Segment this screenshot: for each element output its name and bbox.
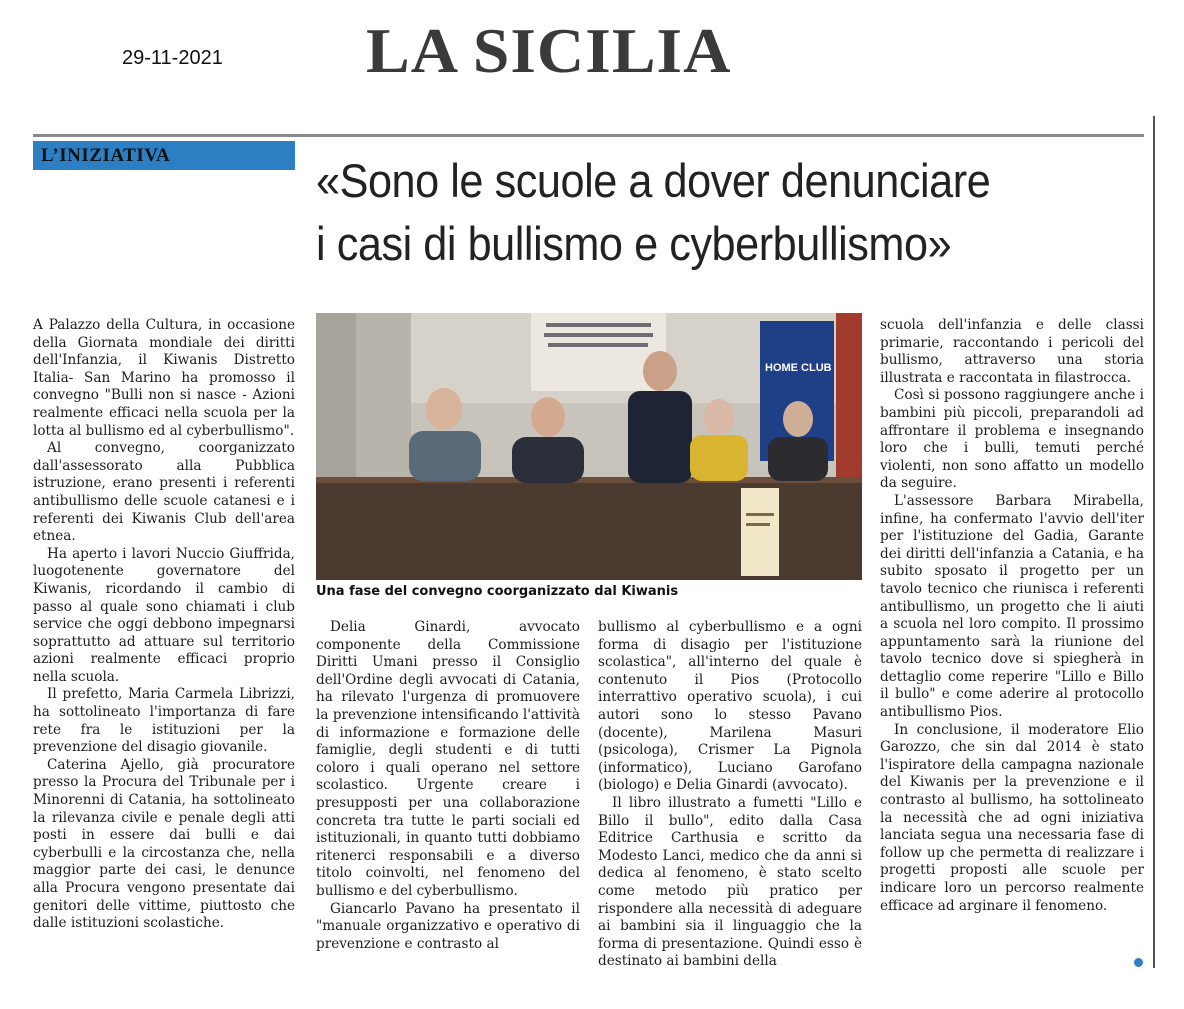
article-column-2 [316, 619, 580, 953]
end-of-article-icon [1134, 958, 1143, 967]
paragraph: In conclusione, il moderatore Elio Garozzo, che sin dal 2014 è stato l'ispiratore della campagna nazionale del Kiwanis per la prevenzione e il contrasto al bullismo, ha sottolineato la necessità che ad ogni iniziativa lanciata segua una necessaria fase di follow up che permetta di realizzare i progetti proposti alle scuole per indicare loro un percorso realmente efficace ad arginare il fenomeno. [880, 721, 1144, 914]
section-label: L’INIZIATIVA [33, 141, 295, 170]
publication-date: 29-11-2021 [122, 47, 223, 69]
paragraph: A Palazzo della Cultura, in occasione della Giornata mondiale dei diritti dell'Infanzia, il Kiwanis Distretto Italia- San Marino ha promosso il convegno "Bulli non si nasce - Azioni realmente efficaci nella scuola per la lotta al bullismo ed al cyberbullismo". [33, 317, 295, 439]
article-column-4 [880, 317, 1144, 915]
right-column-rule [1153, 116, 1155, 968]
masthead-logo: LA SICILIA [366, 16, 732, 86]
article-headline [316, 150, 1089, 275]
paragraph: Delia Ginardi, avvocato componente della Commissione Diritti Umani presso il Consiglio dell'Ordine degli avvocati di Catania, ha rilevato l'urgenza di promuovere la prevenzione intensificando l'attività di informazione e formazione delle famiglie, degli studenti e di tutti coloro i quali operano nel settore scolastico. Urgente creare i presupposti per una collaborazione concreta tra tutte le parti sociali ed istituzionali, in quanto tutti dobbiamo ritenerci responsabili e a diverso titolo coinvolti, nel fenomeno del bullismo e del cyberbullismo. [316, 619, 580, 899]
paragraph: Giancarlo Pavano ha presentato il "manuale organizzativo e operativo di prevenzione e contrasto al [316, 900, 580, 952]
article-column-1 [33, 317, 295, 933]
conference-photo [316, 313, 862, 580]
top-rule [33, 134, 1144, 137]
headline-line-1: «Sono le scuole a dover denunciare [316, 154, 991, 207]
paragraph: L'assessore Barbara Mirabella, infine, ha confermato l'avvio dell'iter per l'istituzione del Gadia, Garante dei diritti dell'infanzia a Catania, e ha subito sposato il progetto per un tavolo tecnico che riunisca i referenti antibullismo, un progetto che li aiuti a scuola nel loro compito. Il prossimo appuntamento sarà la riunione del tavolo tecnico dove si spiegherà in dettaglio come reperire "Lillo e Billo il bullo" e come aderire al protocollo antibullismo Pios. [880, 492, 1144, 721]
paragraph: scuola dell'infanzia e delle classi primarie, raccontando i pericoli del bullismo, attraverso una storia illustrata e raccontata in filastrocca. [880, 317, 1144, 386]
paragraph: Il prefetto, Maria Carmela Librizzi, ha sottolineato l'importanza di fare rete fra le istituzioni per la prevenzione del disagio giovanile. [33, 686, 295, 756]
banner-text: HOME CLUB [765, 362, 832, 374]
paragraph: Ha aperto i lavori Nuccio Giuffrida, luogotenente governatore del Kiwanis, ricordando il cambio di passo al quale sono chiamati i club service che oggi debbono impegnarsi soprattutto ad attuare sul territorio azioni realmente efficaci proprio nella scuola. [33, 545, 295, 685]
headline-line-2: i casi di bullismo e cyberbullismo» [316, 216, 952, 270]
article-column-3 [598, 619, 862, 971]
paragraph: Al convegno, coorganizzato dall'assessorato alla Pubblica istruzione, erano presenti i referenti antibullismo delle scuole catanesi e i referenti dei Kiwanis Club dell'area etnea. [33, 440, 295, 545]
paragraph: Il libro illustrato a fumetti "Lillo e Billo il bullo", edito dalla Casa Editrice Carthusia e scritto da Modesto Lanci, medico che da anni si dedica al fenomeno, è stato scelto come metodo più pratico per rispondere alla necessità di adeguare ai bambini sia il linguaggio che la forma di presentazione. Quindi esso è destinato ai bambini della [598, 794, 862, 970]
photo-caption: Una fase del convegno coorganizzato dal Kiwanis [316, 584, 679, 599]
paragraph: Così si possono raggiungere anche i bambini più piccoli, preparandoli ad affrontare il problema e insegnando loro che i bulli, temuti perché violenti, non sono affatto un modello da seguire. [880, 387, 1144, 492]
paragraph: bullismo al cyberbullismo e a ogni forma di disagio per l'istituzione scolastica", all'interno del quale è contenuto il Pios (Protocollo interrattivo operativo scuola), i cui autori sono lo stesso Pavano (docente), Marilena Masuri (psicologa), Crismer La Pignola (informatico), Luciano Garofano (biologo) e Delia Ginardi (avvocato). [598, 619, 862, 794]
paragraph: Caterina Ajello, già procuratore presso la Procura del Tribunale per i Minorenni di Catania, ha sottolineato la rilevanza civile e penale degli atti posti in essere dai bulli e dai cyberbulli e la circostanza che, nella maggior parte dei casi, le denunce alla Procura vengono presentate dai genitori delle vittime, piuttosto che dalle istituzioni scolastiche. [33, 756, 295, 932]
